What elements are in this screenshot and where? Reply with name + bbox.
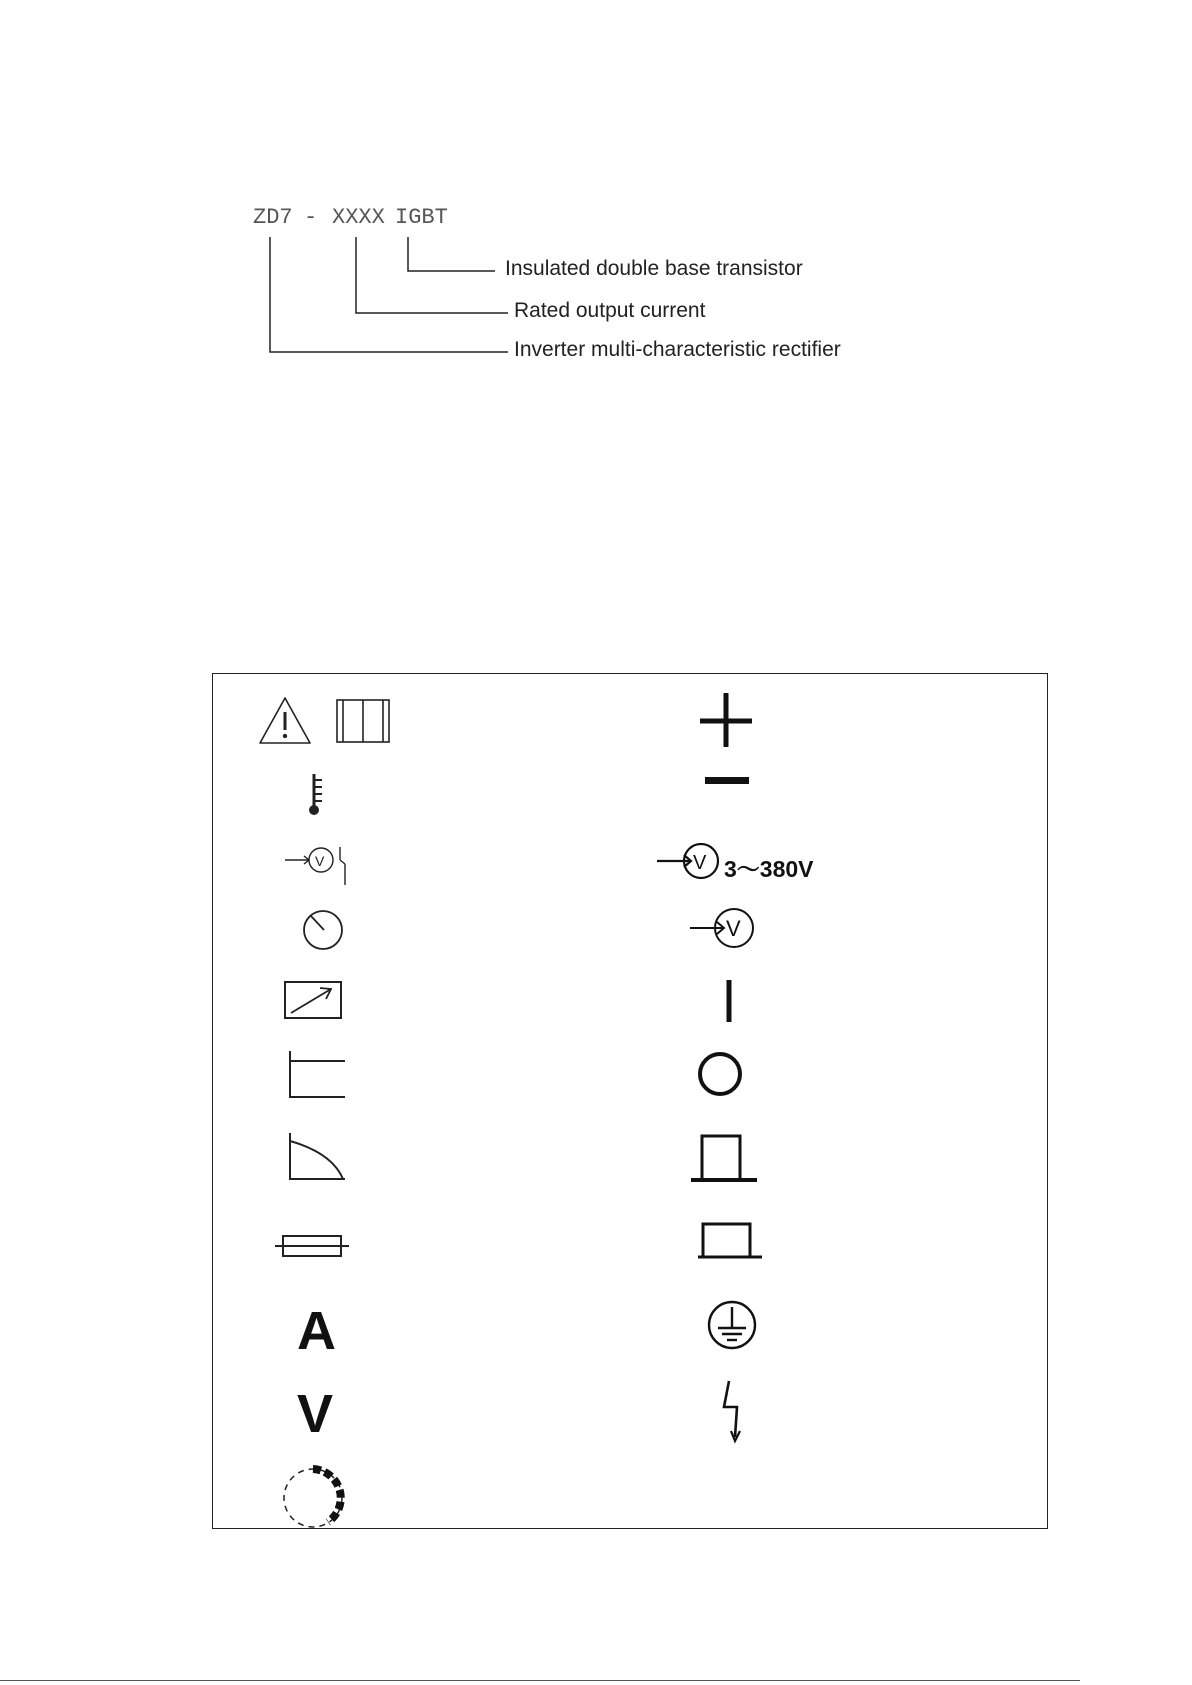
v-glyph: V <box>726 916 741 941</box>
callout-igbt: Insulated double base transistor <box>505 257 803 280</box>
gauge-icon <box>301 906 347 952</box>
ampere-icon <box>293 1299 343 1361</box>
hazardous-voltage-icon <box>721 1379 749 1445</box>
callout-rated-current: Rated output current <box>514 299 706 322</box>
constant-voltage-icon <box>287 1049 349 1101</box>
three-phase-input-icon <box>655 841 723 883</box>
manual-book-icon <box>335 697 391 745</box>
supply-voltage-label: 3～380V <box>724 856 814 882</box>
four-stroke-icon <box>698 1220 764 1260</box>
symbol-panel <box>212 673 1048 1529</box>
footer-rule <box>0 1680 1080 1681</box>
model-suffix: IGBT <box>395 205 448 230</box>
callout-rectifier: Inverter multi-characteristic rectifier <box>514 338 841 361</box>
model-prefix: ZD7 <box>253 205 293 230</box>
volt-icon <box>293 1382 343 1444</box>
power-on-icon <box>723 978 735 1024</box>
plus-icon <box>698 691 754 749</box>
v-glyph: V <box>693 852 707 874</box>
adjustment-icon <box>283 980 345 1022</box>
v-glyph: V <box>315 853 325 869</box>
model-code-diagram <box>240 205 890 370</box>
ampere-letter: A <box>297 1301 336 1361</box>
minus-icon <box>705 775 751 787</box>
drooping-characteristic-icon <box>287 1131 349 1183</box>
power-off-icon <box>696 1050 744 1098</box>
fuse-icon <box>275 1230 351 1262</box>
two-stroke-icon <box>691 1132 759 1184</box>
voltage-input-icon <box>688 906 756 952</box>
voltage-input-switch-icon <box>283 845 353 889</box>
model-current-placeholder: XXXX <box>332 205 385 230</box>
warning-triangle-icon <box>257 695 313 747</box>
thermometer-icon <box>306 772 330 818</box>
model-separator: - <box>304 205 318 230</box>
arc-force-knob-icon <box>273 1460 357 1534</box>
volt-letter: V <box>297 1384 334 1444</box>
protective-earth-icon <box>705 1298 759 1352</box>
